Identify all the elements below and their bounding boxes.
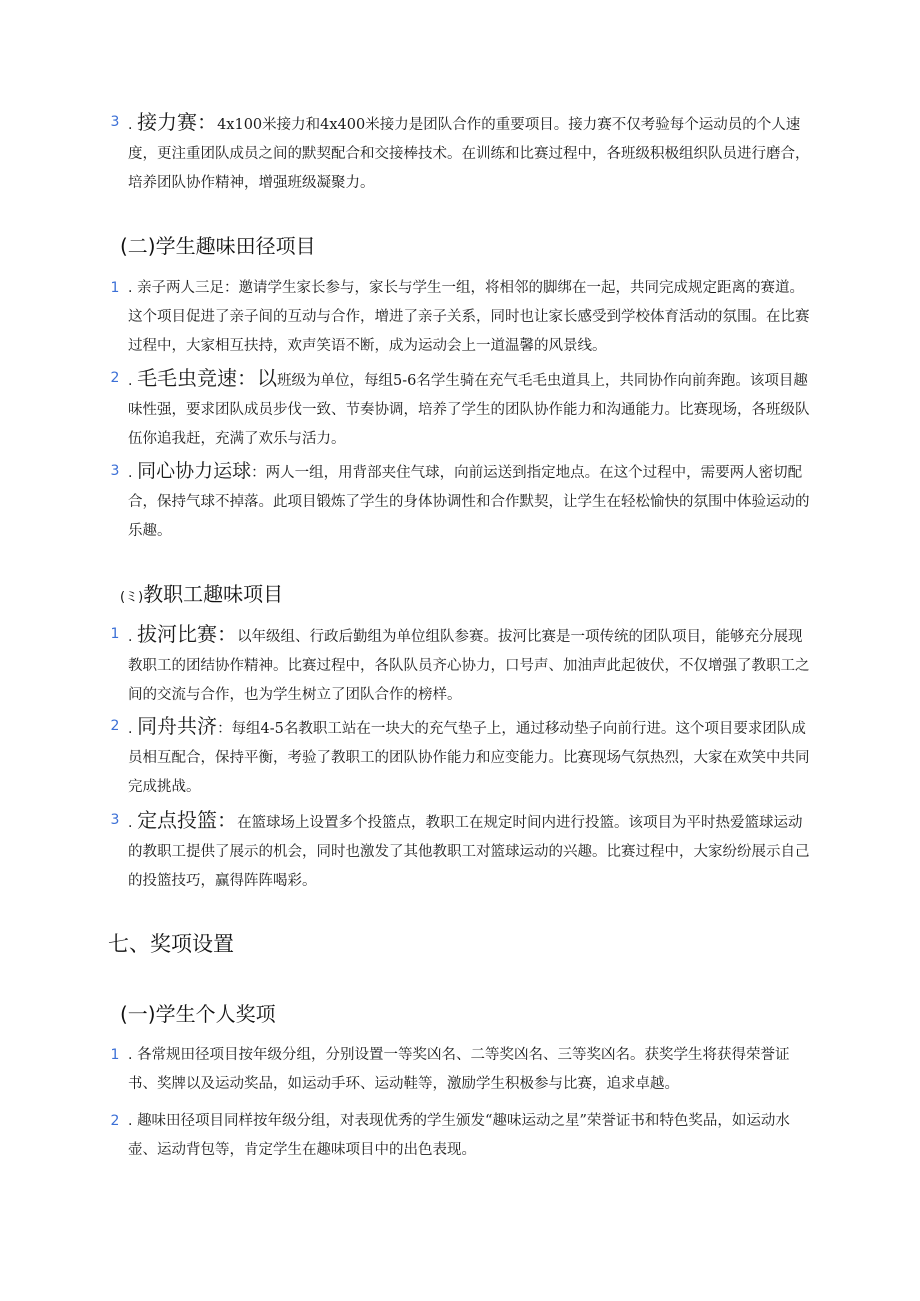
list-number: 3 — [110, 463, 120, 479]
item-title: 接力赛： — [137, 110, 218, 134]
item-title: 拔河比赛： — [137, 622, 238, 646]
list-number: 2 — [110, 1113, 120, 1129]
list-dot: . — [128, 1047, 133, 1063]
item-body: ：每组4-5名教职工站在一块大的充气垫子上，通过移动垫子向前行进。这个项目要求团队成员相互配合，保持平衡，考验了教职工的团队协作能力和应变能力。比赛现场气氛热烈，大家在欢笑中共同完成挑战。 — [128, 721, 810, 795]
list-number: 1 — [110, 280, 120, 296]
item-body: ：两人一组，用背部夹住气球，向前运送到指定地点。在这个过程中，需要两人密切配合，保持气球不掉落。此项目锻炼了学生的身体协调性和合作默契，让学生在轻松愉快的氛围中体验运动的乐趣。 — [128, 465, 810, 539]
list-item — [108, 457, 813, 546]
item-body: 以年级组、行政后勤组为单位组队参赛。拔河比赛是一项传统的团队项目，能够充分展现教职工的团结协作精神。比赛过程中，各队队员齐心协力，口号声、加油声此起彼伏，不仅增强了教职工之间的交流与合作，也为学生树立了团队合作的榜样。 — [128, 629, 810, 703]
item-title: 同心协力运球 — [137, 460, 252, 482]
item-title: 定点投篮： — [137, 808, 238, 832]
list-item — [108, 1107, 813, 1165]
item-title: 同舟共济 — [137, 714, 218, 738]
item-body: 趣味田径项目同样按年级分组，对表现优秀的学生颁发“趣味运动之星”荣誉证书和特色奖品，如运动水壶、运动背包等，肯定学生在趣味项目中的出色表现。 — [128, 1113, 790, 1158]
section-heading-staff-fun — [120, 578, 283, 607]
item-body: 各常规田径项目按年级分组，分别设置一等奖凶名、二等奖凶名、三等奖凶名。获奖学生将获得荣誉证书、奖牌以及运动奖品，如运动手环、运动鞋等，激励学生积极参与比赛，追求卓越。 — [128, 1047, 790, 1092]
item-body: 亲子两人三足：邀请学生家长参与，家长与学生一组，将相邻的脚绑在一起，共同完成规定距离的赛道。这个项目促进了亲子间的互动与合作，增进了亲子关系，同时也让家长感受到学校体育活动的氛围。在比赛过程中，大家相互扶持，欢声笑语不断，成为运动会上一道温馨的风景线。 — [128, 280, 810, 354]
list-dot: . — [128, 815, 133, 831]
item-body: 班级为单位，每组5-6名学生骑在充气毛毛虫道具上，共同协作向前奔跑。该项目趣味性强，要求团队成员步伐一致、节奏协调，培养了学生的团队协作能力和沟通能力。比赛现场，各班级队伍你追我赶，充满了欢乐与活力。 — [128, 373, 810, 447]
section-heading-student-awards: (一)学生个人奖项 — [120, 1002, 276, 1026]
list-number: 1 — [110, 626, 120, 642]
chapter-heading-awards: 七、奖项设置 — [108, 932, 234, 956]
item-body: 4x100米接力和4x400米接力是团队合作的重要项目。接力赛不仅考验每个运动员的个人速度，更注重团队成员之间的默契配合和交接棒技术。在训练和比赛过程中，各班级积极组织队员进行磨合，培养团队协作精神，增强班级凝聚力。 — [128, 117, 810, 191]
list-dot: . — [128, 117, 133, 133]
list-item — [108, 620, 813, 710]
section-heading-fun-athletics: (二)学生趣味田径项目 — [120, 234, 316, 258]
list-number: 2 — [110, 718, 120, 734]
list-number: 3 — [110, 114, 120, 130]
list-item — [108, 806, 813, 896]
list-dot: . — [128, 629, 133, 645]
list-item — [108, 274, 813, 361]
list-item — [108, 364, 813, 454]
list-item — [108, 712, 813, 802]
list-dot: . — [128, 721, 133, 737]
item-title: 毛毛虫竞速：以 — [137, 366, 278, 390]
list-item-relay — [108, 108, 813, 198]
list-number: 1 — [110, 1047, 120, 1063]
heading-paren: (ミ) — [120, 590, 144, 605]
list-dot: . — [128, 1113, 133, 1129]
list-dot: . — [128, 280, 133, 296]
list-number: 2 — [110, 370, 120, 386]
list-item — [108, 1041, 813, 1099]
heading-text: 教职工趣味项目 — [143, 582, 284, 606]
list-number: 3 — [110, 812, 120, 828]
item-body: 在篮球场上设置多个投篮点，教职工在规定时间内进行投篮。该项目为平时热爱篮球运动的教职工提供了展示的机会，同时也激发了其他教职工对篮球运动的兴趣。比赛过程中，大家纷纷展示自己的投篮技巧，赢得阵阵喝彩。 — [128, 815, 810, 889]
list-dot: . — [128, 465, 133, 481]
list-dot: . — [128, 373, 133, 389]
